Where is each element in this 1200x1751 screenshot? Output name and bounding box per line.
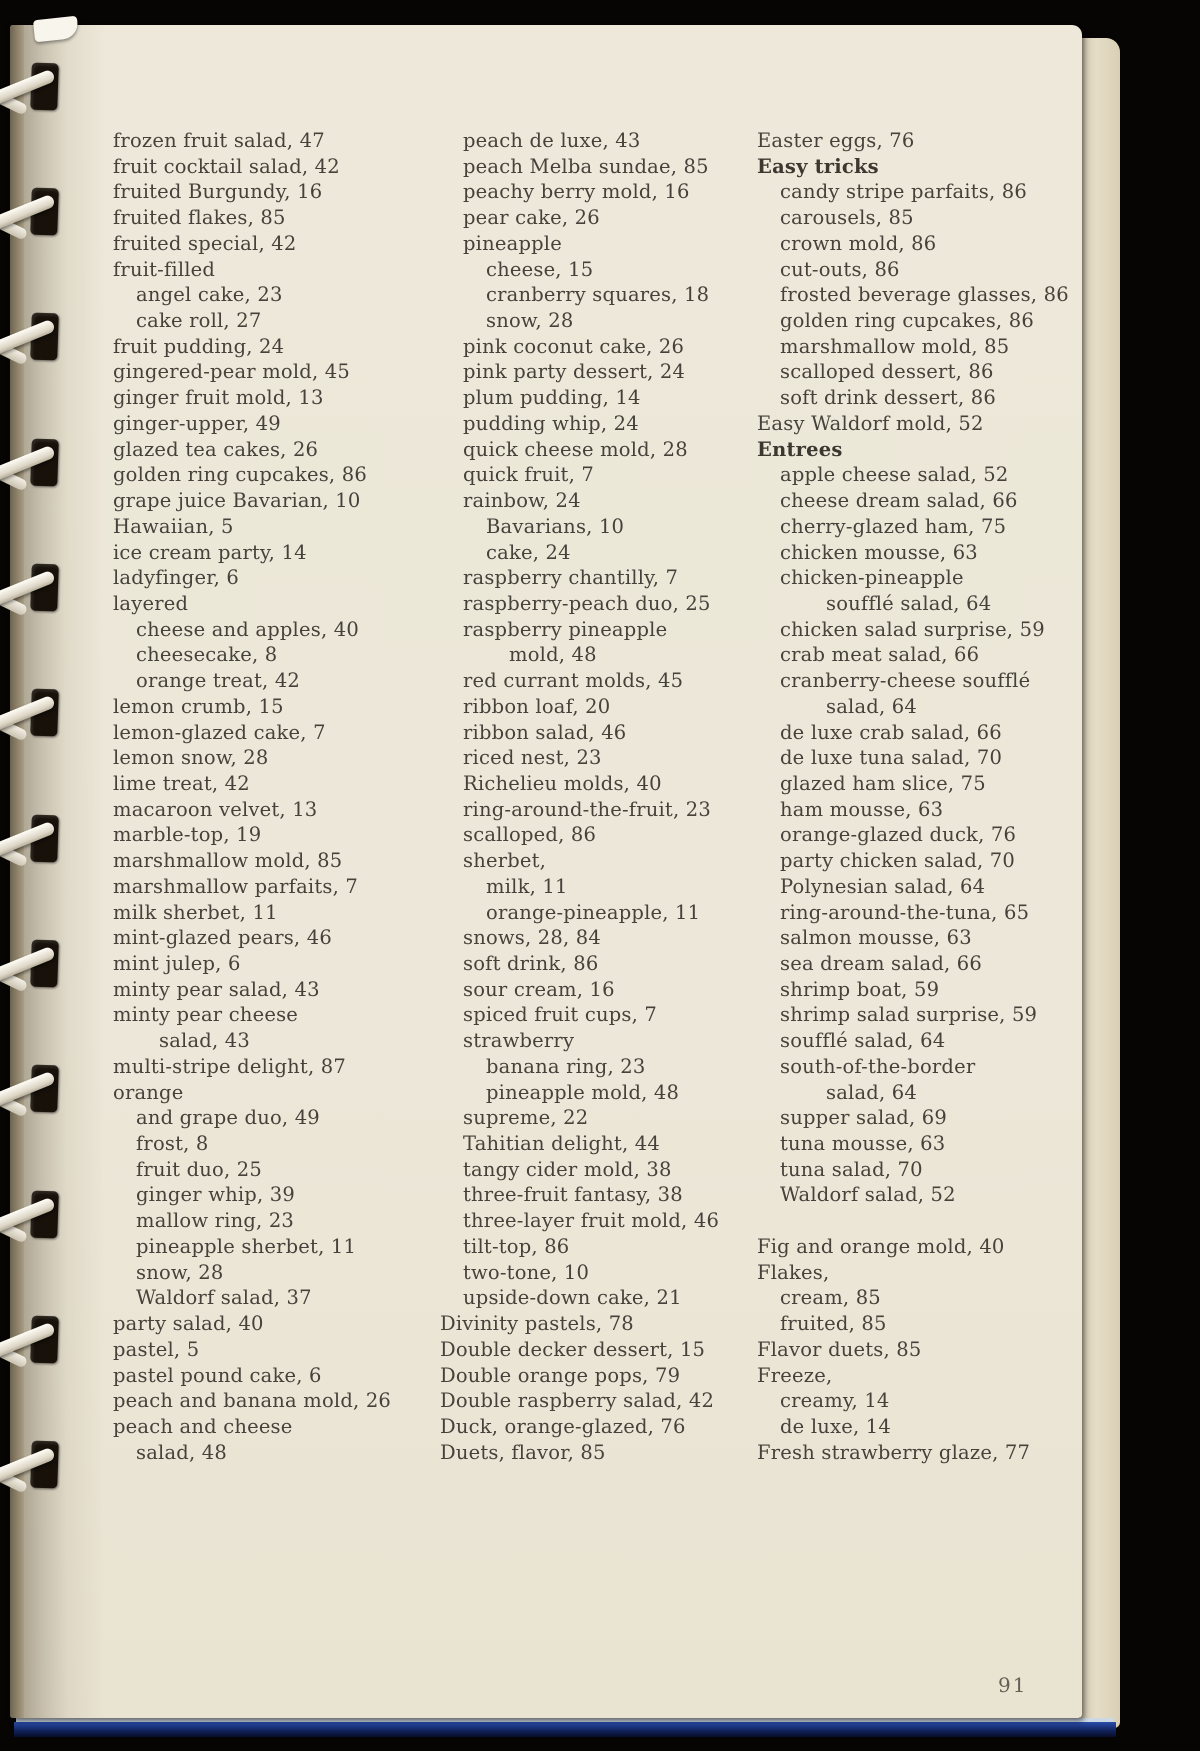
- index-entry: soufflé salad, 64: [780, 1029, 946, 1053]
- index-entry: cake, 24: [486, 540, 571, 564]
- index-entry: mint julep, 6: [113, 952, 241, 975]
- index-entry: fruited flakes, 85: [113, 206, 286, 230]
- index-entry: cut-outs, 86: [780, 257, 900, 281]
- index-entry: cranberry-cheese soufflé: [780, 669, 1031, 693]
- index-entry: pineapple: [463, 231, 562, 255]
- index-entry: pink coconut cake, 26: [463, 334, 685, 358]
- index-entry: snow, 28: [486, 309, 574, 333]
- index-entry: two-tone, 10: [463, 1260, 590, 1284]
- index-entry: Entrees: [757, 437, 843, 461]
- index-entry: lemon snow, 28: [113, 746, 269, 770]
- index-entry: de luxe tuna salad, 70: [780, 746, 1003, 770]
- index-entry: Divinity pastels, 78: [440, 1312, 634, 1336]
- index-entry: south-of-the-border: [780, 1054, 976, 1078]
- index-entry: salad, 64: [826, 1080, 917, 1104]
- index-entry: orange-glazed duck, 76: [780, 823, 1017, 847]
- index-entry: Fig and orange mold, 40: [757, 1234, 1005, 1258]
- index-entry: pastel, 5: [113, 1337, 200, 1361]
- index-entry: de luxe crab salad, 66: [780, 720, 1002, 744]
- index-entry: crown mold, 86: [780, 231, 937, 255]
- spiral-binding-coil: [0, 306, 74, 370]
- index-entry: chicken-pineapple: [780, 566, 964, 590]
- index-entry: shrimp boat, 59: [780, 977, 940, 1001]
- index-entry: fruit cocktail salad, 42: [113, 154, 340, 178]
- index-entry: glazed ham slice, 75: [780, 771, 986, 795]
- index-entry: apple cheese salad, 52: [780, 463, 1009, 487]
- spiral-binding-coil: [0, 56, 74, 120]
- index-entry: party salad, 40: [113, 1312, 264, 1336]
- index-entry: peach and cheese: [113, 1414, 293, 1438]
- index-entry: milk, 11: [486, 874, 568, 898]
- index-entry: Easy tricks: [757, 154, 879, 178]
- index-entry: red currant molds, 45: [463, 669, 684, 693]
- index-entry: Fresh strawberry glaze, 77: [757, 1440, 1031, 1464]
- index-entry: salmon mousse, 63: [780, 926, 972, 950]
- index-entry: raspberry chantilly, 7: [463, 566, 679, 590]
- index-entry: sour cream, 16: [463, 977, 615, 1001]
- index-entry: cream, 85: [780, 1286, 881, 1310]
- index-entry: cheese and apples, 40: [136, 617, 359, 641]
- index-entry: peach and banana mold, 26: [113, 1389, 392, 1413]
- index-entry: snows, 28, 84: [463, 926, 602, 950]
- index-entry: Richelieu molds, 40: [463, 771, 662, 795]
- index-entry: upside-down cake, 21: [463, 1286, 682, 1310]
- index-entry: three-fruit fantasy, 38: [463, 1183, 683, 1207]
- index-entry: frost, 8: [136, 1132, 209, 1156]
- spiral-binding-coil: [0, 1434, 74, 1498]
- index-entry: salad, 43: [159, 1029, 250, 1053]
- index-entry: ginger whip, 39: [136, 1183, 295, 1207]
- index-entry: scalloped dessert, 86: [780, 360, 994, 384]
- index-entry: layered: [113, 591, 189, 615]
- index-entry: pudding whip, 24: [463, 411, 639, 435]
- index-entry: riced nest, 23: [463, 746, 602, 770]
- index-entry: soft drink dessert, 86: [780, 386, 996, 410]
- index-entry: marshmallow parfaits, 7: [113, 874, 358, 898]
- index-entry: fruit-filled: [113, 257, 216, 281]
- index-entry: ham mousse, 63: [780, 797, 944, 821]
- spiral-binding-coil: [0, 432, 74, 496]
- index-entry: fruit duo, 25: [136, 1157, 262, 1181]
- index-entry: peach Melba sundae, 85: [463, 154, 709, 178]
- index-column-2: [440, 128, 760, 1465]
- spiral-binding-coil: [0, 933, 74, 997]
- index-entry: cheesecake, 8: [136, 643, 278, 667]
- index-entry: tuna salad, 70: [780, 1157, 923, 1181]
- index-entry: lemon crumb, 15: [113, 694, 284, 718]
- index-entry: Hawaiian, 5: [113, 514, 234, 538]
- index-entry: supreme, 22: [463, 1106, 589, 1130]
- index-entry: angel cake, 23: [136, 283, 283, 307]
- index-entry: salad, 48: [136, 1440, 227, 1464]
- index-entry: mint-glazed pears, 46: [113, 926, 332, 950]
- index-column-3: [757, 128, 1097, 1465]
- index-entry: grape juice Bavarian, 10: [113, 489, 361, 513]
- spiral-binding-coil: [0, 1058, 74, 1122]
- index-entry: marshmallow mold, 85: [780, 334, 1010, 358]
- index-entry: party chicken salad, 70: [780, 849, 1016, 873]
- index-column-1: [113, 128, 433, 1465]
- index-entry: cake roll, 27: [136, 309, 262, 333]
- index-entry: Double raspberry salad, 42: [440, 1389, 715, 1413]
- index-entry: fruited Burgundy, 16: [113, 180, 323, 204]
- index-entry: tangy cider mold, 38: [463, 1157, 672, 1181]
- index-entry: peach de luxe, 43: [463, 129, 641, 152]
- index-entry: mallow ring, 23: [136, 1209, 295, 1233]
- index-entry: Bavarians, 10: [486, 514, 625, 538]
- index-entry: ice cream party, 14: [113, 540, 307, 564]
- index-entry: Easter eggs, 76: [757, 129, 915, 152]
- index-entry: minty pear salad, 43: [113, 977, 320, 1001]
- index-entry: quick cheese mold, 28: [463, 437, 688, 461]
- index-entry: Flavor duets, 85: [757, 1337, 922, 1361]
- index-entry: raspberry-peach duo, 25: [463, 591, 711, 615]
- index-entry: three-layer fruit mold, 46: [463, 1209, 720, 1233]
- cover-edge-navy: [14, 1722, 1116, 1737]
- index-entry: minty pear cheese: [113, 1003, 299, 1027]
- index-entry: pineapple sherbet, 11: [136, 1234, 357, 1258]
- spiral-binding-coil: [0, 1309, 74, 1373]
- index-entry: fruited special, 42: [113, 231, 297, 255]
- index-entry: pear cake, 26: [463, 206, 600, 230]
- index-entry: Polynesian salad, 64: [780, 874, 986, 898]
- index-entry: crab meat salad, 66: [780, 643, 980, 667]
- index-entry: mold, 48: [509, 643, 597, 667]
- index-entry: Duck, orange-glazed, 76: [440, 1414, 686, 1438]
- index-entry: sea dream salad, 66: [780, 952, 983, 975]
- index-entry: Duets, flavor, 85: [440, 1440, 606, 1464]
- index-entry: pineapple mold, 48: [486, 1080, 680, 1104]
- index-entry: spiced fruit cups, 7: [463, 1003, 658, 1027]
- index-entry: pastel pound cake, 6: [113, 1363, 322, 1387]
- index-entry: Freeze,: [757, 1363, 833, 1387]
- book-page: [10, 25, 1082, 1718]
- index-entry: Waldorf salad, 37: [136, 1286, 312, 1310]
- index-entry: raspberry pineapple: [463, 617, 668, 641]
- spiral-binding-coil: [0, 557, 74, 621]
- spiral-binding-coil: [0, 1184, 74, 1248]
- index-entry: scalloped, 86: [463, 823, 597, 847]
- index-entry: ring-around-the-tuna, 65: [780, 900, 1030, 924]
- index-entry: cherry-glazed ham, 75: [780, 514, 1007, 538]
- spiral-binding-coil: [0, 181, 74, 245]
- index-entry: lime treat, 42: [113, 771, 250, 795]
- index-entry: golden ring cupcakes, 86: [113, 463, 367, 487]
- spiral-binding-coil: [0, 682, 74, 746]
- index-entry: soufflé salad, 64: [826, 591, 992, 615]
- index-entry: Easy Waldorf mold, 52: [757, 411, 984, 435]
- index-entry: Double decker dessert, 15: [440, 1337, 706, 1361]
- index-entry: cheese, 15: [486, 257, 594, 281]
- index-entry: ginger fruit mold, 13: [113, 386, 324, 410]
- index-entry: multi-stripe delight, 87: [113, 1054, 346, 1078]
- index-entry: ribbon loaf, 20: [463, 694, 611, 718]
- index-entry: frosted beverage glasses, 86: [780, 283, 1069, 307]
- index-entry: salad, 64: [826, 694, 917, 718]
- index-entry: candy stripe parfaits, 86: [780, 180, 1027, 204]
- index-entry: Waldorf salad, 52: [780, 1183, 956, 1207]
- index-entry: fruit pudding, 24: [113, 334, 285, 358]
- index-entry: shrimp salad surprise, 59: [780, 1003, 1038, 1027]
- index-entry: Flakes,: [757, 1260, 830, 1284]
- index-entry: orange: [113, 1080, 184, 1104]
- index-entry: ginger-upper, 49: [113, 411, 281, 435]
- index-entry: lemon-glazed cake, 7: [113, 720, 326, 744]
- index-entry: pink party dessert, 24: [463, 360, 686, 384]
- index-entry: ladyfinger, 6: [113, 566, 239, 590]
- index-entry: quick fruit, 7: [463, 463, 594, 487]
- index-entry: orange treat, 42: [136, 669, 301, 693]
- index-entry: chicken salad surprise, 59: [780, 617, 1045, 641]
- index-entry: de luxe, 14: [780, 1414, 891, 1438]
- index-entry: Double orange pops, 79: [440, 1363, 681, 1387]
- index-entry: snow, 28: [136, 1260, 224, 1284]
- index-entry: banana ring, 23: [486, 1054, 646, 1078]
- index-gap: [757, 1208, 1097, 1234]
- index-entry: tuna mousse, 63: [780, 1132, 946, 1156]
- index-entry: ring-around-the-fruit, 23: [463, 797, 711, 821]
- index-entry: frozen fruit salad, 47: [113, 129, 325, 152]
- index-entry: rainbow, 24: [463, 489, 581, 513]
- index-entry: marshmallow mold, 85: [113, 849, 343, 873]
- index-entry: Tahitian delight, 44: [463, 1132, 660, 1156]
- index-entry: golden ring cupcakes, 86: [780, 309, 1034, 333]
- index-entry: soft drink, 86: [463, 952, 599, 975]
- index-entry: marble-top, 19: [113, 823, 262, 847]
- index-entry: gingered-pear mold, 45: [113, 360, 350, 384]
- index-entry: sherbet,: [463, 849, 547, 873]
- index-entry: plum pudding, 14: [463, 386, 641, 410]
- index-entry: cranberry squares, 18: [486, 283, 710, 307]
- index-entry: ribbon salad, 46: [463, 720, 627, 744]
- index-entry: supper salad, 69: [780, 1106, 947, 1130]
- index-entry: peachy berry mold, 16: [463, 180, 690, 204]
- index-entry: creamy, 14: [780, 1389, 890, 1413]
- index-entry: strawberry: [463, 1029, 575, 1053]
- index-entry: macaroon velvet, 13: [113, 797, 318, 821]
- index-entry: orange-pineapple, 11: [486, 900, 701, 924]
- index-entry: carousels, 85: [780, 206, 914, 230]
- index-entry: glazed tea cakes, 26: [113, 437, 319, 461]
- page-number: 91: [998, 1673, 1028, 1697]
- index-entry: and grape duo, 49: [136, 1106, 320, 1130]
- index-entry: cheese dream salad, 66: [780, 489, 1018, 513]
- index-entry: milk sherbet, 11: [113, 900, 278, 924]
- index-entry: tilt-top, 86: [463, 1234, 570, 1258]
- spiral-binding-coil: [0, 808, 74, 872]
- index-entry: fruited, 85: [780, 1312, 887, 1336]
- index-entry: chicken mousse, 63: [780, 540, 978, 564]
